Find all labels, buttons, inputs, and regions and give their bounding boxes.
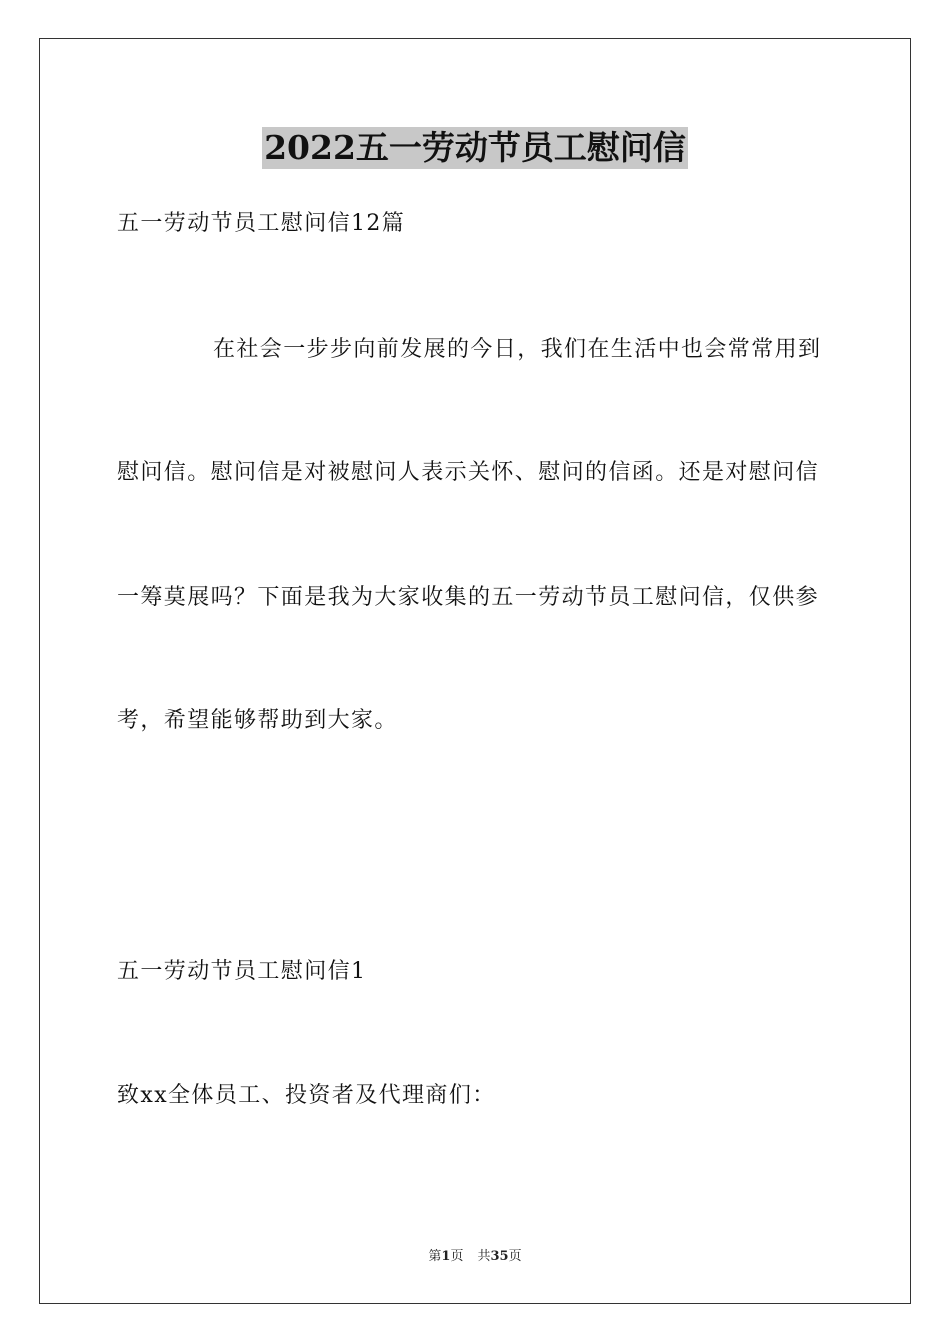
document-title: 2022五一劳动节员工慰问信	[264, 128, 686, 167]
footer-page-suffix: 页	[450, 1249, 464, 1264]
footer-page-number: 1	[441, 1249, 451, 1264]
paragraph-line-1: 在社会一步步向前发展的今日，我们在生活中也会常常用到	[213, 337, 822, 362]
footer-page-prefix: 第	[428, 1249, 442, 1264]
paragraph-line-4: 考，希望能够帮助到大家。	[117, 708, 398, 733]
letter-greeting: 致xx全体员工、投资者及代理商们：	[117, 1083, 496, 1108]
section-heading: 五一劳动节员工慰问信1	[117, 959, 367, 984]
page-footer	[0, 1248, 950, 1266]
paragraph-line-2: 慰问信。慰问信是对被慰问人表示关怀、慰问的信函。还是对慰问信	[117, 460, 820, 485]
title-wrap	[0, 127, 950, 169]
paragraph-line-3: 一筹莫展吗？下面是我为大家收集的五一劳动节员工慰问信，仅供参	[117, 585, 820, 610]
footer-total-prefix: 共	[477, 1249, 491, 1264]
document-subtitle: 五一劳动节员工慰问信12篇	[117, 211, 406, 236]
footer-total-suffix: 页	[508, 1249, 522, 1264]
footer-total-number: 35	[490, 1249, 509, 1264]
